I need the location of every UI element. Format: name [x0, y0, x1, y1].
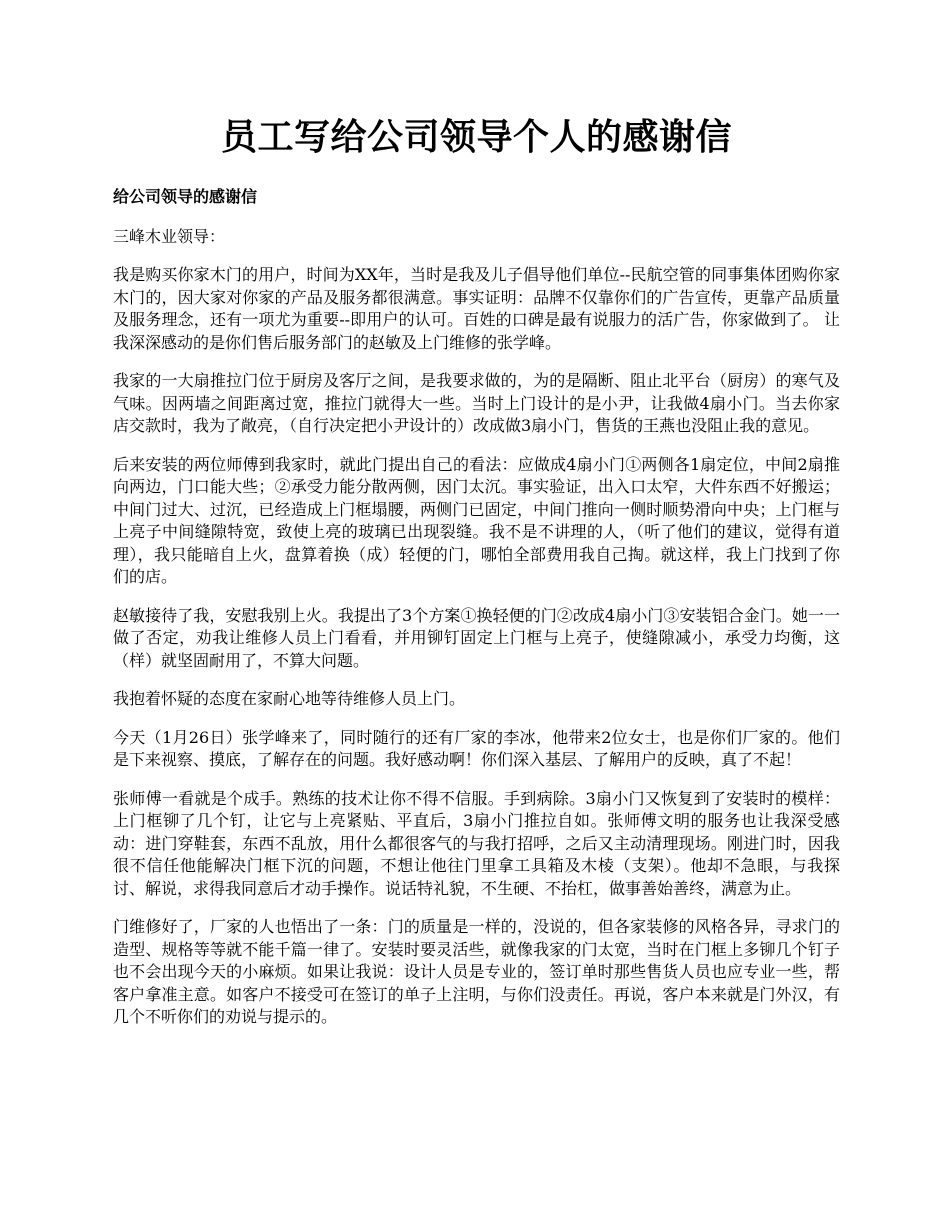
- letter-subtitle: 给公司领导的感谢信: [113, 187, 258, 206]
- paragraph-6: 今天（1月26日）张学峰来了，同时随行的还有厂家的李冰，他带来2位女士，也是你们厂家的。他们是下来视察、摸底，了解存在的问题。我好感动啊！你们深入基层、了解用户的反映，真了不起！: [113, 727, 840, 769]
- paragraph-4: 赵敏接待了我，安慰我别上火。我提出了3个方案①换轻便的门②改成4扇小门③安装铝合金门。她一一做了否定，劝我让维修人员上门看看，并用铆钉固定上门框与上亮子，使缝隙减小，承受力均衡，这（样）就坚固耐用了，不算大问题。: [113, 605, 840, 670]
- paragraph-2: 我家的一大扇推拉门位于厨房及客厅之间，是我要求做的，为的是隔断、阻止北平台（厨房）的寒气及气味。因两墙之间距离过宽，推拉门就得大一些。当时上门设计的是小尹，让我做4扇小门。当去你家店交款时，我为了敞亮，（自行决定把小尹设计的）改成做3扇小门，售货的王燕也没阻止我的意见。: [113, 371, 840, 435]
- paragraph-3: 后来安装的两位师傅到我家时，就此门提出自己的看法：应做成4扇小门①两侧各1扇定位，中间2扇推向两边，门口能大些；②承受力能分散两侧，因门太沉。事实验证，出入口太窄，大件东西不好搬运；中间门过大、过沉，已经造成上门框塌腰，两侧门已固定，中间门推向一侧时顺势滑向中央；上门框与上亮子中间缝隙特宽，致使上亮的玻璃已出现裂缝。我不是不讲理的人，（听了他们的建议，觉得有道理），我只能暗自上火，盘算着换（成）轻便的门，哪怕全部费用我自己掏。就这样，我上门找到了你们的店。: [113, 454, 840, 586]
- paragraph-5: 我抱着怀疑的态度在家耐心地等待维修人员上门。: [113, 689, 466, 708]
- document-page: [113, 0, 840, 1029]
- paragraph-8: 门维修好了，厂家的人也悟出了一条：门的质量是一样的，没说的，但各家装修的风格各异，寻求门的造型、规格等等就不能千篇一律了。安装时要灵活些，就像我家的门太宽，当时在门框上多铆几个钉子也不会出现今天的小麻烦。如果让我说：设计人员是专业的，签订单时那些售货人员也应专业一些，帮客户拿准主意。如客户不接受可在签订的单子上注明，与你们没责任。再说，客户本来就是门外汉，有几个不听你们的劝说与提示的。: [113, 917, 840, 1026]
- paragraph-1: 我是购买你家木门的用户，时间为XX年，当时是我及儿子倡导他们单位--民航空管的同事集体团购你家木门的，因大家对你家的产品及服务都很满意。事实证明：品牌不仅靠你们的广告宣传，更靠产品质量及服务理念，还有一项尤为重要--即用户的认可。百姓的口碑是最有说服力的活广告，你家做到了。 让我深深感动的是你们售后服务部门的赵敏及上门维修的张学峰。: [113, 265, 840, 352]
- document-title: 员工写给公司领导个人的感谢信: [220, 116, 732, 158]
- letter-salutation: 三峰木业领导：: [113, 227, 226, 246]
- paragraph-7: 张师傅一看就是个成手。熟练的技术让你不得不信服。手到病除。3扇小门又恢复到了安装时的模样：上门框铆了几个钉，让它与上亮紧贴、平直后，3扇小门推拉自如。张师傅文明的服务也让我深受感动：进门穿鞋套，东西不乱放，用什么都很客气的与我打招呼，之后又主动清理现场。刚进门时，因我很不信任他能解决门框下沉的问题，不想让他往门里拿工具箱及木棱（支架）。他却不急眼，与我探讨、解说，求得我同意后才动手操作。说话特礼貌，不生硬、不抬杠，做事善始善终，满意为止。: [113, 788, 840, 898]
